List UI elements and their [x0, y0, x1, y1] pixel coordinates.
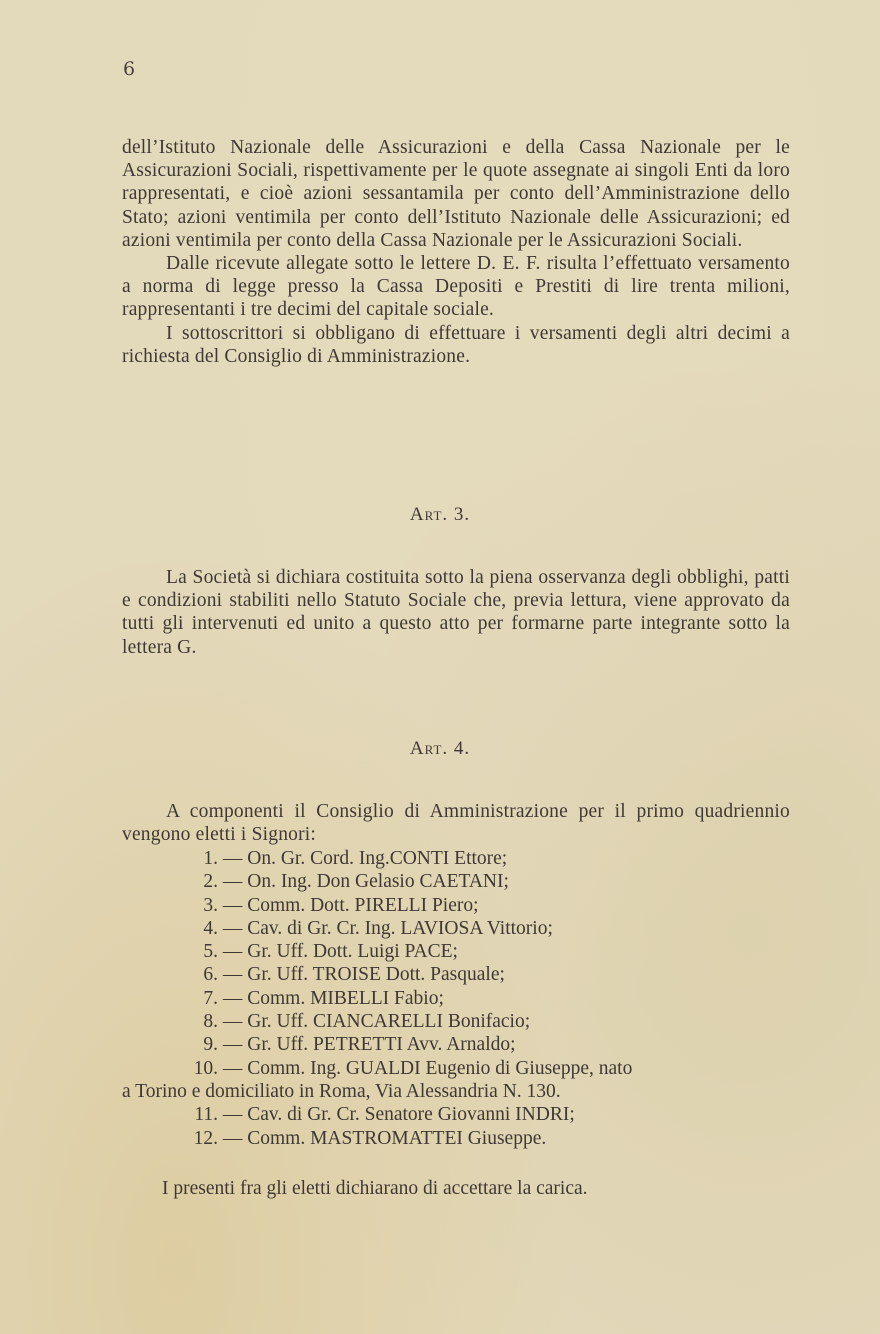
- list-item-continuation: a Torino e domiciliato in Roma, Via Alessandria N. 130.: [122, 1080, 561, 1102]
- board-members-list: [122, 847, 802, 1150]
- art4-intro-paragraph: A componenti il Consiglio di Amministrazione per il primo quadriennio vengono eletti i Signori:: [122, 801, 790, 846]
- list-item: 4. — Cav. di Gr. Cr. Ing. LAVIOSA Vittorio;: [203, 917, 553, 939]
- list-item: 5. — Gr. Uff. Dott. Luigi PACE;: [203, 941, 458, 963]
- list-item: 11. — Cav. di Gr. Cr. Senatore Giovanni INDRI;: [194, 1104, 575, 1126]
- list-item: 7. — Comm. MIBELLI Fabio;: [203, 987, 444, 1009]
- art3-paragraph: La Società si dichiara costituita sotto la piena osservanza degli obblighi, patti e condizioni stabiliti nello Statuto Sociale che, previa lettura, viene approvato da tutti gli intervenuti ed unito a questo atto per formarne parte integrante sotto la lettera G.: [122, 567, 790, 658]
- art3-heading: Art. 3.: [409, 504, 471, 525]
- list-item: 10. — Comm. Ing. GUALDI Eugenio di Giuseppe, nato: [193, 1057, 633, 1079]
- page-number: 6: [123, 58, 136, 80]
- paragraph-sottoscrittori: I sottoscrittori si obbligano di effettuare i versamenti degli altri decimi a richiesta del Consiglio di Amministrazione.: [122, 322, 790, 367]
- paragraph-ricevute: Dalle ricevute allegate sotto le lettere D. E. F. risulta l’effettuato versamento a norma di legge presso la Cassa Depositi e Prestiti di lire trenta milioni, rappresentanti i tre decimi del capitale sociale.: [122, 253, 790, 321]
- art4-heading: Art. 4.: [409, 738, 471, 759]
- list-item: 3. — Comm. Dott. PIRELLI Piero;: [203, 894, 479, 916]
- intro-section: [122, 136, 790, 368]
- list-item: 8. — Gr. Uff. CIANCARELLI Bonifacio;: [203, 1011, 531, 1033]
- art4-intro: [122, 800, 790, 846]
- closing-statement: I presenti fra gli eletti dichiarano di accettare la carica.: [162, 1178, 588, 1199]
- list-item: 1. — On. Gr. Cord. Ing.CONTI Ettore;: [203, 848, 508, 869]
- list-item: 12. — Comm. MASTROMATTEI Giuseppe.: [193, 1127, 547, 1149]
- art3-section: [122, 566, 790, 659]
- list-item: 9. — Gr. Uff. PETRETTI Avv. Arnaldo;: [203, 1034, 516, 1056]
- list-item: 6. — Gr. Uff. TROISE Dott. Pasquale;: [203, 964, 505, 986]
- paragraph-continuation: dell’Istituto Nazionale delle Assicurazioni e della Cassa Nazionale per le Assicurazioni Sociali, rispettivamente per le quote assegnate ai singoli Enti da loro rappresentati, e cioè azioni sessantamila per conto dell’Amministrazione dello Stato; azioni ventimila per conto dell’Istituto Nazionale delle Assicurazioni; ed azioni ventimila per conto della Cassa Nazionale per le Assicurazioni Sociali.: [122, 137, 790, 251]
- list-item: 2. — On. Ing. Don Gelasio CAETANI;: [203, 871, 509, 893]
